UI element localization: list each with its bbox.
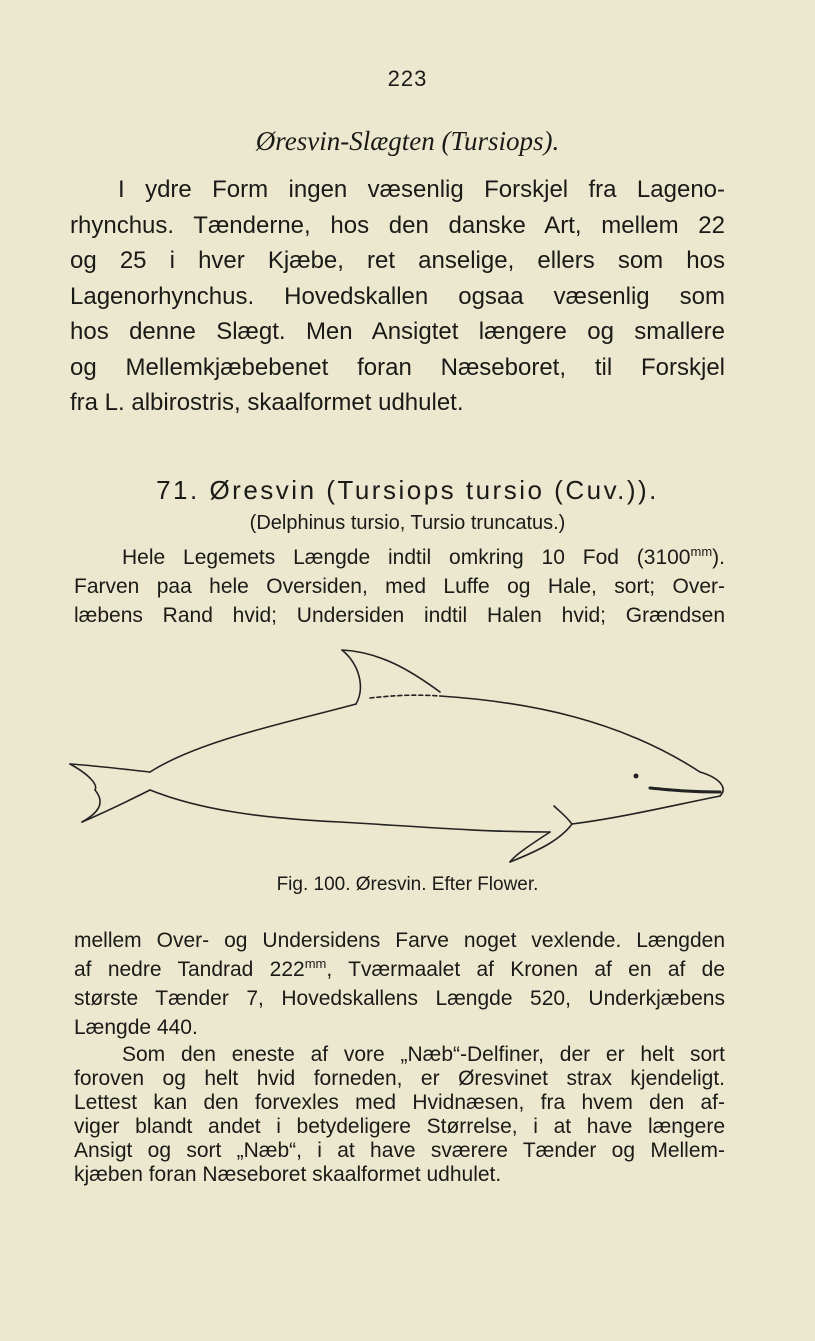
paragraph-line: kjæben foran Næseboret skaalformet udhulet. [74, 1163, 502, 1186]
species-synonyms: (Delphinus tursio, Tursio truncatus.) [249, 512, 566, 534]
paragraph-line: rhynchus. Tænderne, hos den danske Art, mellem 22 [70, 211, 725, 239]
paragraph-line: viger blandt andet i betydeligere Størrelse, i at have længere [74, 1115, 725, 1138]
paragraph-line: fra L. albirostris, skaalformet udhulet. [70, 389, 464, 416]
mouth-line [650, 788, 720, 792]
flipper-back [510, 824, 572, 862]
final-paragraph [74, 1043, 725, 1187]
paragraph-line: Ansigt og sort „Næb“, i at have sværere Tænder og Mellem- [74, 1139, 725, 1162]
back-line-tail [150, 704, 356, 772]
page-number: 223 [387, 66, 428, 91]
description-text: Hele Legemets Længde indtil omkring 10 Fod (3100 [122, 546, 691, 569]
description-line: mellem Over- og Undersidens Farve noget vexlende. Længden [74, 929, 725, 952]
continued-description [74, 926, 725, 1042]
paragraph-line: og Mellemkjæbebenet foran Næseboret, til Forskjel [70, 353, 725, 381]
unit-superscript: mm [304, 956, 327, 971]
description-line: Længde 440. [74, 1016, 198, 1039]
description-line: læbens Rand hvid; Undersiden indtil Halen hvid; Grændsen [74, 604, 725, 627]
genus-title: Øresvin-Slægten (Tursiops). [255, 126, 560, 156]
unit-superscript: mm [690, 544, 713, 559]
back-line [440, 696, 700, 772]
paragraph-line: Lettest kan den forvexles med Hvidnæsen, fra hvem den af- [74, 1091, 725, 1114]
description-line: Farven paa hele Oversiden, med Luffe og Hale, sort; Over- [74, 575, 725, 598]
species-heading: 71. Øresvin (Tursiops tursio (Cuv.)). [156, 475, 659, 505]
figure-caption: Fig. 100. Øresvin. Efter Flower. [276, 874, 539, 895]
description-line [74, 955, 725, 984]
jaw-line [572, 796, 720, 824]
dolphin-illustration [60, 640, 740, 870]
dorsal-fin-base [370, 695, 440, 698]
paragraph-line: I ydre Form ingen væsenlig Forskjel fra Lageno- [118, 176, 725, 203]
description-text: ). [712, 546, 725, 569]
dorsal-fin-back [342, 650, 360, 704]
paragraph-line: Som den eneste af vore „Næb“-Delfiner, der er helt sort [122, 1043, 725, 1066]
description-text: af nedre Tandrad 222 [74, 958, 305, 981]
genus-paragraph [70, 172, 725, 421]
description-line [74, 543, 725, 572]
eye [634, 774, 639, 779]
paragraph-line: Lagenorhynchus. Hovedskallen ogsaa væsenlig som [70, 282, 725, 310]
paragraph-line: hos denne Slægt. Men Ansigtet længere og smallere [70, 318, 725, 345]
description-line: største Tænder 7, Hovedskallens Længde 520, Underkjæbens [74, 987, 725, 1010]
belly-line [150, 790, 550, 832]
paragraph-line: foroven og helt hvid forneden, er Øresvinet strax kjendeligt. [74, 1067, 725, 1090]
description-text: , Tværmaalet af Kronen af en af de [326, 958, 725, 981]
paragraph-line: og 25 i hver Kjæbe, ret anselige, ellers som hos [70, 247, 725, 274]
species-description [74, 543, 725, 630]
